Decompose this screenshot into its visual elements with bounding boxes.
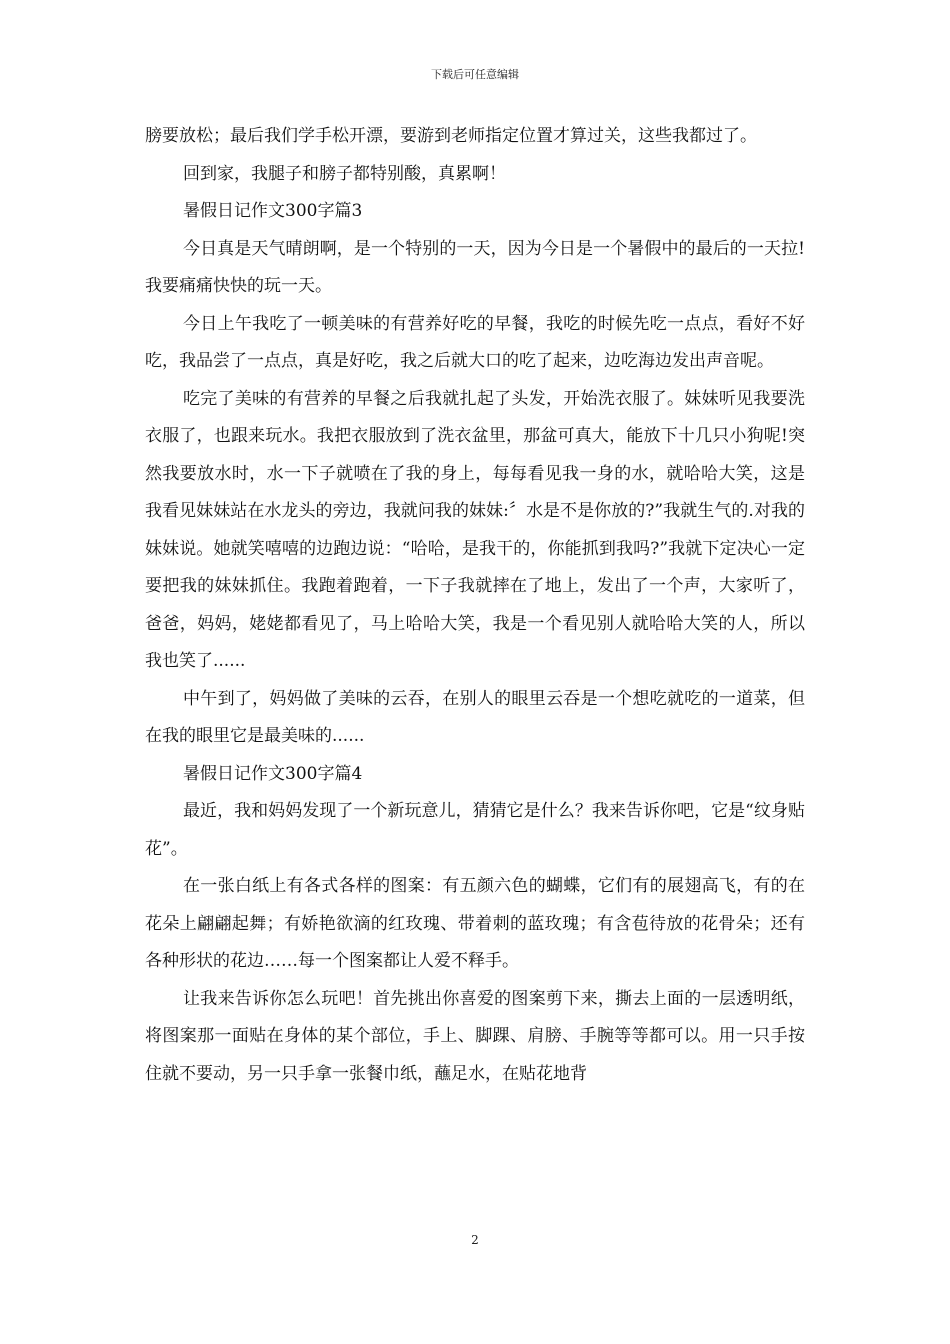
paragraph: 最近，我和妈妈发现了一个新玩意儿，猜猜它是什么？我来告诉你吧，它是“纹身贴花”。 [145,801,805,859]
section-heading: 暑假日记作文300字篇3 [183,201,363,221]
paragraph: 让我来告诉你怎么玩吧！首先挑出你喜爱的图案剪下来，撕去上面的一层透明纸，将图案那一面贴在身体的某个部位，手上、脚踝、肩膀、手腕等等都可以。用一只手按住就不要动，另一只手拿一张餐巾纸，蘸足水，在贴花地背 [145,988,805,1084]
paragraph: 吃完了美味的有营养的早餐之后我就扎起了头发，开始洗衣服了。妹妹听见我要洗衣服了，也跟来玩水。我把衣服放到了洗衣盆里，那盆可真大，能放下十几只小狗呢!突然我要放水时，水一下子就喷在了我的身上，每每看见我一身的水，就哈哈大笑，这是我看见妹妹站在水龙头的旁边，我就问我的妹妹:〞水是不是你放的?”我就生气的.对我的妹妹说。她就笑嘻嘻的边跑边说：“哈哈，是我干的，你能抓到我吗?”我就下定决心一定要把我的妹妹抓住。我跑着跑着，一下子我就摔在了地上，发出了一个声，大家听了，爸爸，妈妈，姥姥都看见了，马上哈哈大笑，我是一个看见别人就哈哈大笑的人，所以我也笑了...... [145,388,805,671]
document-body [145,118,805,1093]
section-heading: 暑假日记作文300字篇4 [183,763,363,784]
paragraph: 在一张白纸上有各式各样的图案：有五颜六色的蝴蝶，它们有的展翅高飞，有的在花朵上翩翩起舞；有娇艳欲滴的红玫瑰、带着刺的蓝玫瑰；有含苞待放的花骨朵；还有各种形状的花边……每一个图案都让人爱不释手。 [145,876,805,971]
paragraph: 膀要放松；最后我们学手松开漂，要游到老师指定位置才算过关，这些我都过了。 [145,126,757,146]
paragraph: 今日真是天气晴朗啊，是一个特别的一天，因为今日是一个暑假中的最后的一天拉!我要痛痛快快的玩一天。 [145,238,805,296]
paragraph: 今日上午我吃了一顿美味的有营养好吃的早餐，我吃的时候先吃一点点，看好不好吃，我品尝了一点点，真是好吃，我之后就大口的吃了起来，边吃海边发出声音呢。 [145,313,805,371]
paragraph: 中午到了，妈妈做了美味的云吞，在别人的眼里云吞是一个想吃就吃的一道菜，但在我的眼里它是最美味的...... [145,688,805,746]
page-number: 2 [471,1233,479,1247]
paragraph: 回到家，我腿子和膀子都特别酸，真累啊！ [183,163,506,184]
page-header: 下载后可任意编辑 [431,68,519,81]
